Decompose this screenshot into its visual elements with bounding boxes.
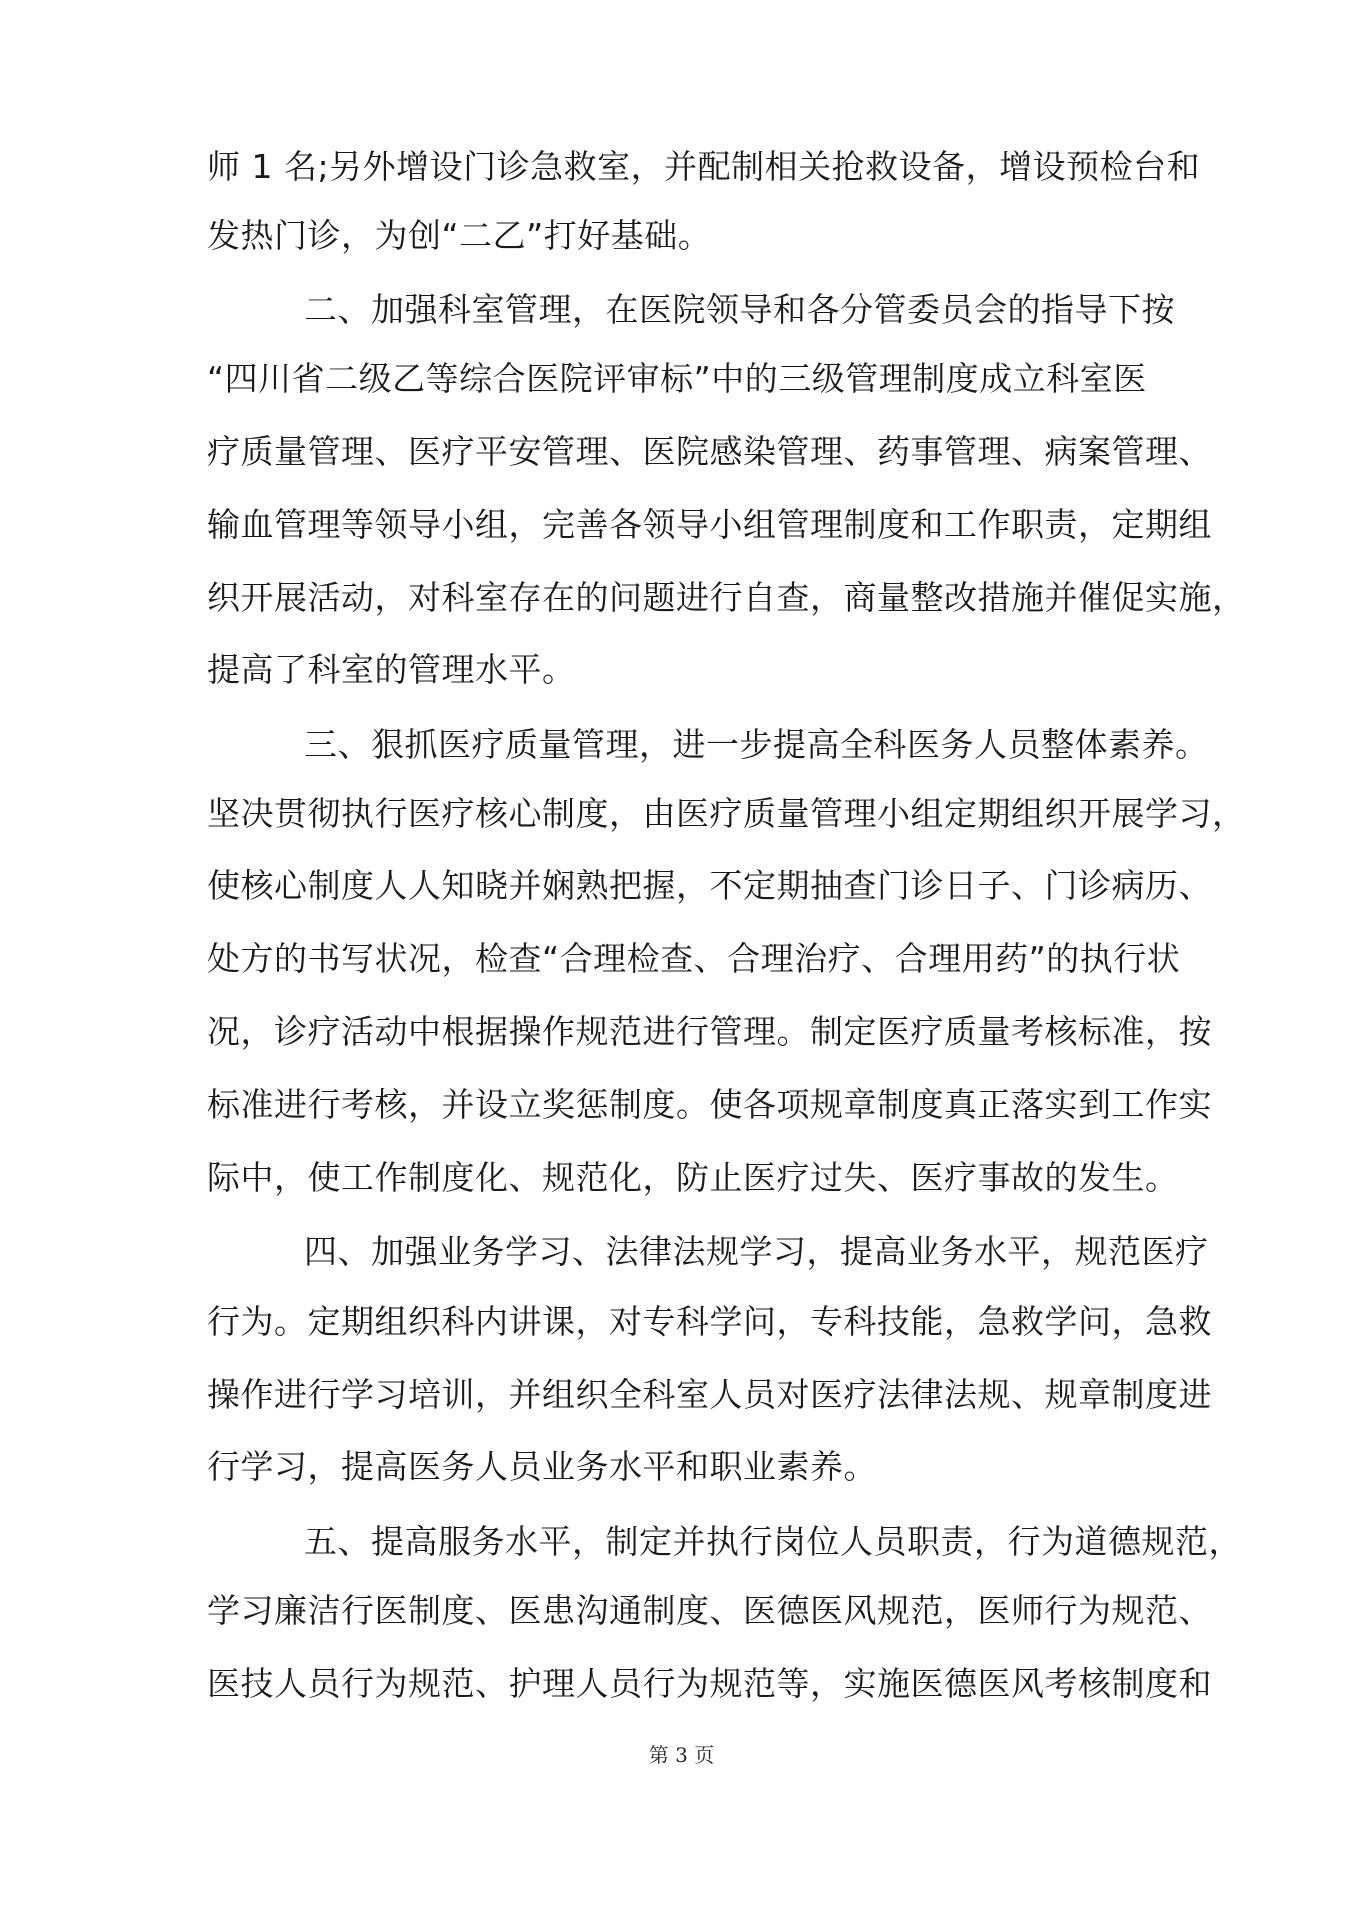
- text-line: 疗质量管理、医疗平安管理、医院感染管理、药事管理、病案管理、: [207, 432, 1212, 471]
- text-line: 况，诊疗活动中根据操作规范进行管理。制定医疗质量考核标准，按: [207, 1012, 1212, 1051]
- page-number: 第 3 页: [648, 1743, 715, 1767]
- text-line: 行为。定期组织科内讲课，对专科学问，专科技能，急救学问，急救: [207, 1302, 1212, 1341]
- text-line: 医技人员行为规范、护理人员行为规范等，实施医德医风考核制度和: [207, 1664, 1212, 1703]
- text-line: 标准进行考核，并设立奖惩制度。使各项规章制度真正落实到工作实: [207, 1085, 1212, 1124]
- text-line: 行学习，提高医务人员业务水平和职业素养。: [207, 1447, 877, 1486]
- text-line: 处方的书写状况，检查“合理检查、合理治疗、合理用药”的执行状: [207, 939, 1181, 978]
- text-line: 发热门诊，为创“二乙”打好基础。: [207, 216, 712, 255]
- paragraph-first-line: 四、加强业务学习、法律法规学习，提高业务水平，规范医疗: [304, 1232, 1209, 1271]
- text-line: 坚决贯彻执行医疗核心制度，由医疗质量管理小组定期组织开展学习，: [207, 794, 1246, 833]
- text-line: 际中，使工作制度化、规范化，防止医疗过失、医疗事故的发生。: [207, 1158, 1179, 1197]
- paragraph-first-line: 五、提高服务水平，制定并执行岗位人员职责，行为道德规范，: [304, 1522, 1242, 1561]
- text-line: 操作进行学习培训，并组织全科室人员对医疗法律法规、规章制度进: [207, 1375, 1212, 1414]
- text-line: 织开展活动，对科室存在的问题进行自查，商量整改措施并催促实施，: [207, 578, 1246, 617]
- text-line: 提高了科室的管理水平。: [207, 650, 576, 689]
- paragraph-first-line: 三、狠抓医疗质量管理，进一步提高全科医务人员整体素养。: [304, 725, 1209, 764]
- text-line: 输血管理等领导小组，完善各领导小组管理制度和工作职责，定期组: [207, 505, 1212, 544]
- text-line: 师 1 名;另外增设门诊急救室，并配制相关抢救设备，增设预检台和: [207, 147, 1201, 186]
- text-line: 使核心制度人人知晓并娴熟把握，不定期抽查门诊日子、门诊病历、: [207, 866, 1212, 905]
- text-line: 学习廉洁行医制度、医患沟通制度、医德医风规范，医师行为规范、: [207, 1591, 1212, 1630]
- text-line: “四川省二级乙等综合医院评审标”中的三级管理制度成立科室医: [207, 359, 1147, 398]
- paragraph-first-line: 二、加强科室管理，在医院领导和各分管委员会的指导下按: [304, 290, 1175, 329]
